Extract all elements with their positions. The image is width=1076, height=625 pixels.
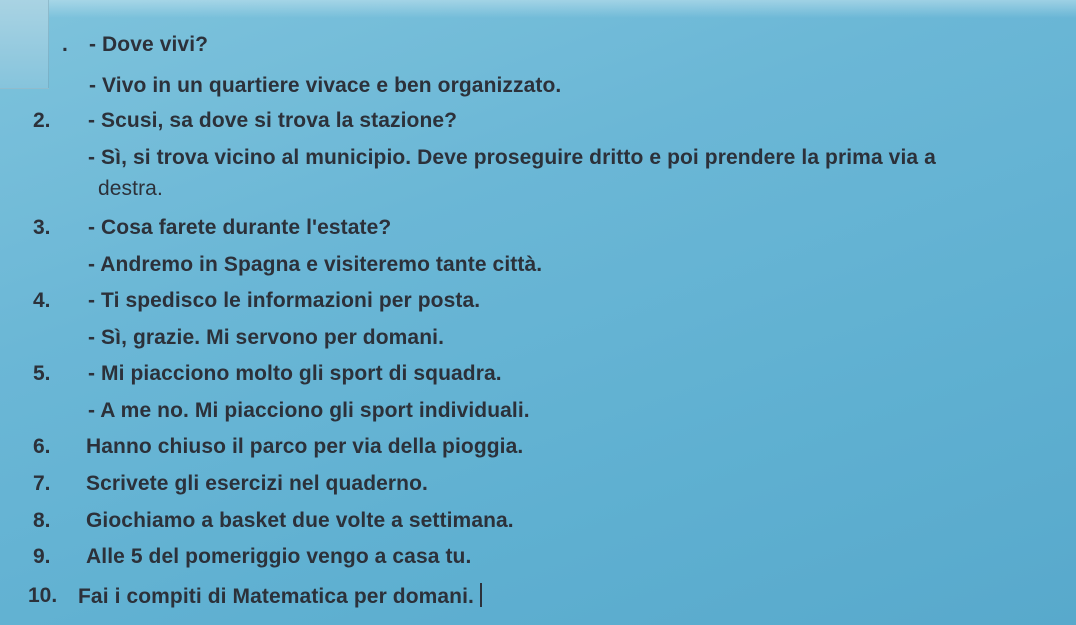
item-number: 4. <box>33 289 51 312</box>
item-line: - Sì, grazie. Mi servono per domani. <box>88 326 445 349</box>
item-line: - Sì, si trova vicino al municipio. Deve proseguire dritto e poi prendere la prima via a <box>88 146 936 169</box>
item-line: - A me no. Mi piacciono gli sport individuali. <box>88 399 530 422</box>
item-line: - Mi piacciono molto gli sport di squadra. <box>88 362 502 385</box>
item-number: 3. <box>33 216 51 239</box>
item-number: 5. <box>33 362 51 385</box>
item-line: - Dove vivi? <box>89 33 209 56</box>
item-line: Giochiamo a basket due volte a settimana. <box>86 509 514 532</box>
top-edge <box>0 0 1076 18</box>
item-number: 8. <box>33 509 51 532</box>
item-line-text: Fai i compiti di Matematica per domani. <box>78 585 474 608</box>
text-cursor <box>480 583 482 607</box>
item-line: Scrivete gli esercizi nel quaderno. <box>86 472 428 495</box>
item-line <box>78 583 482 610</box>
item-line: Alle 5 del pomeriggio vengo a casa tu. <box>86 545 472 568</box>
item-number: 9. <box>33 545 51 568</box>
item-number: 7. <box>33 472 51 495</box>
item-number: . <box>62 33 68 56</box>
item-line: - Scusi, sa dove si trova la stazione? <box>88 109 458 132</box>
item-number: 2. <box>33 109 51 132</box>
item-line: Hanno chiuso il parco per via della pioggia. <box>86 435 524 458</box>
item-number: 10. <box>28 584 58 607</box>
item-line: destra. <box>98 177 163 200</box>
item-line: - Andremo in Spagna e visiteremo tante città. <box>88 253 543 276</box>
item-line: - Ti spedisco le informazioni per posta. <box>88 289 481 312</box>
item-number: 6. <box>33 435 51 458</box>
left-margin-tab <box>0 0 49 89</box>
item-line: - Vivo in un quartiere vivace e ben organizzato. <box>89 74 562 97</box>
item-line: - Cosa farete durante l'estate? <box>88 216 392 239</box>
